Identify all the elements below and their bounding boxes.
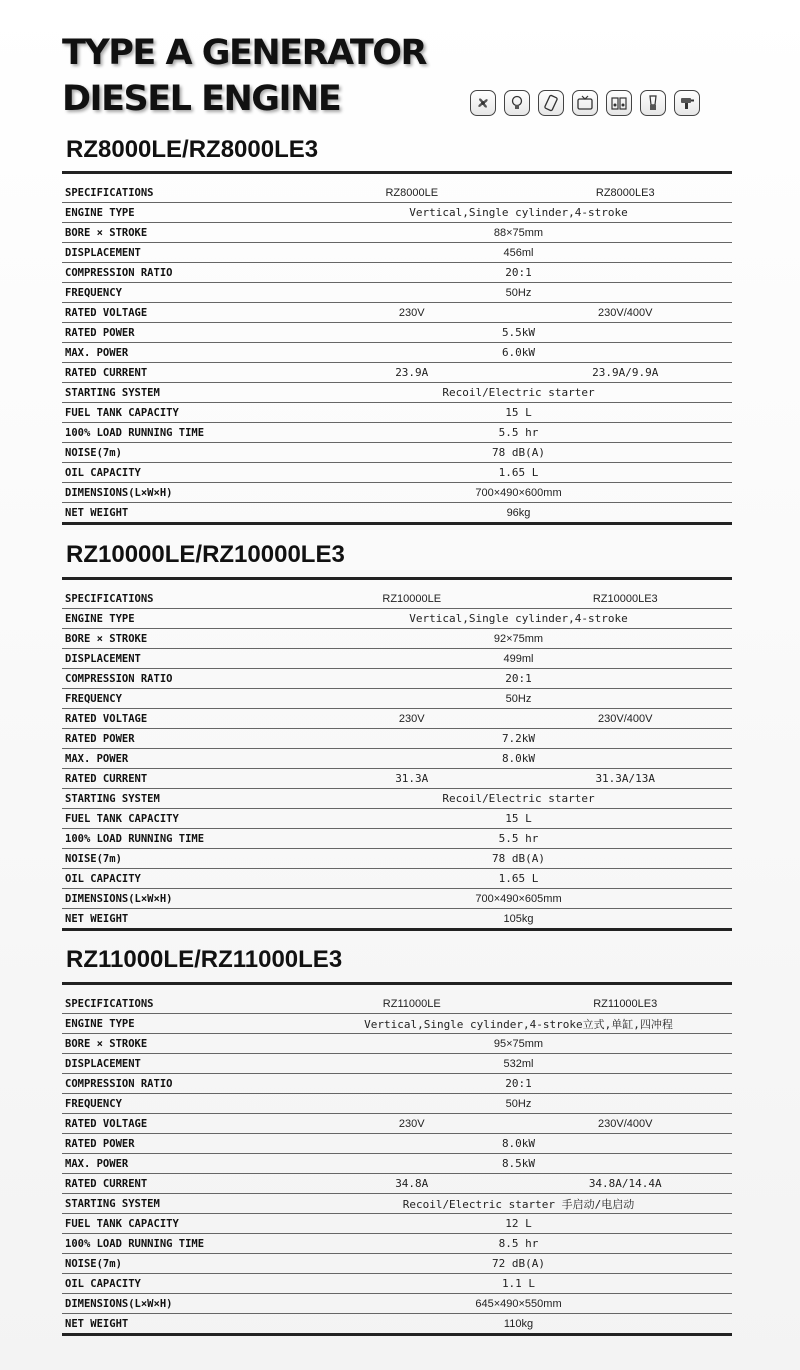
spec-value: 7.2kW <box>501 732 536 745</box>
table-row <box>62 1114 732 1134</box>
spec-value: 15 L <box>505 812 532 825</box>
spec-label: COMPRESSION RATIO <box>65 266 173 279</box>
table-row <box>62 503 732 522</box>
spec-value: 8.0kW <box>501 1137 536 1150</box>
spec-value-col1: 23.9A <box>395 366 429 379</box>
spec-value: 1.1 L <box>501 1277 536 1290</box>
spec-label: FUEL TANK CAPACITY <box>65 812 179 825</box>
spec-value: 92×75mm <box>493 632 544 645</box>
spec-value-col2: 34.8A/14.4A <box>588 1177 662 1190</box>
speaker-icon <box>606 90 632 116</box>
table-row <box>62 303 732 323</box>
spec-value-col1: 34.8A <box>395 1177 429 1190</box>
spec-value: 5.5 hr <box>498 832 539 845</box>
spec-value-col2: 230V/400V <box>598 306 653 319</box>
spec-label: RATED VOLTAGE <box>65 306 148 319</box>
tv-icon <box>572 90 598 116</box>
spec-label: OIL CAPACITY <box>65 872 141 885</box>
spec-value: Vertical,Single cylinder,4-stroke立式,单缸,四冲程 <box>364 1017 673 1031</box>
page-title-line1: TYPE A GENERATOR <box>62 33 426 73</box>
page-title <box>62 30 426 122</box>
spec-label: NET WEIGHT <box>65 912 129 925</box>
table-row <box>62 1074 732 1094</box>
spec-label: 100% LOAD RUNNING TIME <box>65 426 205 439</box>
spec-label: BORE × STROKE <box>65 226 148 239</box>
spec-value-col2: 230V/400V <box>598 712 653 725</box>
table-row <box>62 383 732 403</box>
table-row <box>62 203 732 223</box>
spec-label: OIL CAPACITY <box>65 1277 141 1290</box>
table-row <box>62 1254 732 1274</box>
spec-value: 8.0kW <box>501 752 536 765</box>
spec-value: Recoil/Electric starter <box>442 792 595 805</box>
spec-label: COMPRESSION RATIO <box>65 1077 173 1090</box>
spec-label: FREQUENCY <box>65 286 122 299</box>
spec-label: STARTING SYSTEM <box>65 1197 160 1210</box>
table-row <box>62 403 732 423</box>
spec-label: ENGINE TYPE <box>65 1017 135 1030</box>
spec-value: 78 dB(A) <box>492 446 545 459</box>
table-row <box>62 789 732 809</box>
table-row <box>62 1274 732 1294</box>
spec-value: 456ml <box>503 246 534 259</box>
spec-value: 50Hz <box>505 286 532 299</box>
table-row <box>62 729 732 749</box>
table-row <box>62 1194 732 1214</box>
spec-label: NET WEIGHT <box>65 506 129 519</box>
spec-label: ENGINE TYPE <box>65 612 135 625</box>
appliance-icons <box>470 90 700 116</box>
spec-value: 8.5kW <box>501 1157 536 1170</box>
spec-value: 8.5 hr <box>498 1237 539 1250</box>
spec-label: DISPLACEMENT <box>65 1057 141 1070</box>
spec-label: NET WEIGHT <box>65 1317 129 1330</box>
table-row <box>62 749 732 769</box>
spec-label: DIMENSIONS(L×W×H) <box>65 486 173 499</box>
blender-icon <box>640 90 666 116</box>
table-row <box>62 889 732 909</box>
table-row <box>62 1094 732 1114</box>
drill-icon <box>674 90 700 116</box>
table-row <box>62 463 732 483</box>
table-row <box>62 1174 732 1194</box>
model-title-1: RZ8000LE/RZ8000LE3 <box>66 136 319 163</box>
spec-table-3 <box>62 982 732 1336</box>
spec-label: NOISE(7m) <box>65 1257 122 1270</box>
spec-label: FUEL TANK CAPACITY <box>65 1217 179 1230</box>
spec-value: 6.0kW <box>501 346 536 359</box>
table-row <box>62 609 732 629</box>
bulb-icon <box>504 90 530 116</box>
spec-value-col1: 230V <box>398 306 425 319</box>
spec-value: 5.5 hr <box>498 426 539 439</box>
spec-value: 50Hz <box>505 692 532 705</box>
page-title-line2: DIESEL ENGINE <box>62 79 341 119</box>
spec-value: 12 L <box>505 1217 532 1230</box>
spec-label: RATED POWER <box>65 1137 135 1150</box>
table-row <box>62 343 732 363</box>
spec-value-col2: 31.3A/13A <box>595 772 656 785</box>
spec-label: DISPLACEMENT <box>65 652 141 665</box>
table-row <box>62 243 732 263</box>
spec-value-col1: 31.3A <box>395 772 429 785</box>
spec-label: RATED VOLTAGE <box>65 1117 148 1130</box>
spec-label: BORE × STROKE <box>65 632 148 645</box>
spec-value: Vertical,Single cylinder,4-stroke <box>409 612 628 625</box>
spec-label: FREQUENCY <box>65 1097 122 1110</box>
table-row <box>62 363 732 383</box>
spec-label: SPECIFICATIONS <box>65 997 154 1010</box>
model-column-2: RZ10000LE3 <box>592 592 658 605</box>
spec-value: 72 dB(A) <box>492 1257 545 1270</box>
table-row <box>62 829 732 849</box>
model-column-2: RZ11000LE3 <box>593 997 658 1010</box>
spec-label: BORE × STROKE <box>65 1037 148 1050</box>
spec-value: Recoil/Electric starter <box>442 386 595 399</box>
model-title-2: RZ10000LE/RZ10000LE3 <box>66 541 345 568</box>
phone-icon <box>538 90 564 116</box>
spec-value-col2: 230V/400V <box>598 1117 653 1130</box>
table-row <box>62 709 732 729</box>
spec-value: 95×75mm <box>493 1037 544 1050</box>
table-row <box>62 1314 732 1333</box>
table-row <box>62 994 732 1014</box>
spec-value: 20:1 <box>505 266 532 279</box>
spec-label: SPECIFICATIONS <box>65 186 154 199</box>
spec-value: 700×490×605mm <box>475 892 562 905</box>
model-column-1: RZ10000LE <box>382 592 442 605</box>
spec-label: STARTING SYSTEM <box>65 386 160 399</box>
spec-label: MAX. POWER <box>65 1157 129 1170</box>
spec-label: FUEL TANK CAPACITY <box>65 406 179 419</box>
spec-label: ENGINE TYPE <box>65 206 135 219</box>
spec-label: STARTING SYSTEM <box>65 792 160 805</box>
table-row <box>62 909 732 928</box>
spec-label: RATED CURRENT <box>65 772 148 785</box>
table-row <box>62 669 732 689</box>
table-row <box>62 1154 732 1174</box>
table-row <box>62 1234 732 1254</box>
spec-label: DIMENSIONS(L×W×H) <box>65 1297 173 1310</box>
spec-value: 1.65 L <box>498 466 539 479</box>
spec-value: 700×490×600mm <box>475 486 562 499</box>
spec-value: 499ml <box>503 652 534 665</box>
spec-value: 88×75mm <box>493 226 544 239</box>
spec-label: MAX. POWER <box>65 752 129 765</box>
table-row <box>62 649 732 669</box>
spec-value: 110kg <box>503 1317 534 1330</box>
table-row <box>62 589 732 609</box>
spec-value-col1: 230V <box>398 712 425 725</box>
fan-icon <box>470 90 496 116</box>
spec-label: DIMENSIONS(L×W×H) <box>65 892 173 905</box>
spec-label: SPECIFICATIONS <box>65 592 154 605</box>
spec-label: DISPLACEMENT <box>65 246 141 259</box>
model-title-3: RZ11000LE/RZ11000LE3 <box>66 946 343 973</box>
spec-label: NOISE(7m) <box>65 852 122 865</box>
spec-label: COMPRESSION RATIO <box>65 672 173 685</box>
table-row <box>62 1214 732 1234</box>
spec-value: 1.65 L <box>498 872 539 885</box>
spec-value: 96kg <box>506 506 531 519</box>
spec-value: 20:1 <box>505 672 532 685</box>
model-column-2: RZ8000LE3 <box>595 186 655 199</box>
spec-table-1 <box>62 171 732 525</box>
table-row <box>62 183 732 203</box>
table-row <box>62 263 732 283</box>
spec-label: 100% LOAD RUNNING TIME <box>65 832 205 845</box>
table-row <box>62 689 732 709</box>
spec-label: RATED POWER <box>65 326 135 339</box>
spec-value: 105kg <box>503 912 534 925</box>
model-column-1: RZ8000LE <box>385 186 439 199</box>
table-row <box>62 1014 732 1034</box>
model-column-1: RZ11000LE <box>382 997 441 1010</box>
table-row <box>62 629 732 649</box>
spec-label: RATED VOLTAGE <box>65 712 148 725</box>
spec-value: 15 L <box>505 406 532 419</box>
table-row <box>62 1134 732 1154</box>
table-row <box>62 1034 732 1054</box>
table-row <box>62 769 732 789</box>
spec-label: MAX. POWER <box>65 346 129 359</box>
spec-table-2 <box>62 577 732 931</box>
table-row <box>62 1054 732 1074</box>
spec-value-col1: 230V <box>398 1117 425 1130</box>
spec-value: 20:1 <box>505 1077 532 1090</box>
spec-label: 100% LOAD RUNNING TIME <box>65 1237 205 1250</box>
table-row <box>62 223 732 243</box>
table-row <box>62 443 732 463</box>
table-row <box>62 283 732 303</box>
spec-label: RATED POWER <box>65 732 135 745</box>
spec-value: 50Hz <box>505 1097 532 1110</box>
table-row <box>62 1294 732 1314</box>
spec-value: Recoil/Electric starter 手启动/电启动 <box>402 1197 635 1211</box>
spec-label: FREQUENCY <box>65 692 122 705</box>
table-row <box>62 869 732 889</box>
spec-value-col2: 23.9A/9.9A <box>592 366 659 379</box>
spec-label: NOISE(7m) <box>65 446 122 459</box>
spec-value: 78 dB(A) <box>492 852 545 865</box>
table-row <box>62 323 732 343</box>
table-row <box>62 483 732 503</box>
spec-value: 532ml <box>503 1057 534 1070</box>
table-row <box>62 423 732 443</box>
spec-label: RATED CURRENT <box>65 366 148 379</box>
table-row <box>62 809 732 829</box>
table-row <box>62 849 732 869</box>
spec-value: 5.5kW <box>501 326 536 339</box>
spec-value: 645×490×550mm <box>475 1297 562 1310</box>
spec-value: Vertical,Single cylinder,4-stroke <box>409 206 628 219</box>
spec-label: RATED CURRENT <box>65 1177 148 1190</box>
spec-label: OIL CAPACITY <box>65 466 141 479</box>
